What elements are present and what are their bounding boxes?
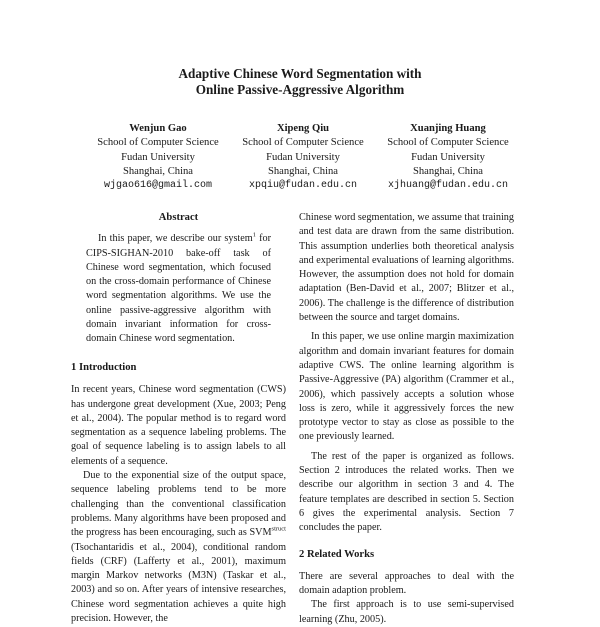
svm-superscript: struct xyxy=(271,525,286,533)
intro-p2-a: Due to the exponential size of the output space, sequence labeling problems tend to be more challenging than the conventional classification problems. Many algorithms have been proposed and the progress has been encouraging, such as SVM xyxy=(71,470,286,539)
right-paragraph-2: In this paper, we use online margin maximization algorithm and domain invariant features for domain adaptive CWS. The online learning algorithm is Passive-Aggressive (PA) algorithm (Crammer et al., 2006), which passively accepts a solution whose loss is zero, while it aggressively forces the new prototype vector to stay as close as possible to the one previously learned. xyxy=(299,331,514,443)
abstract-text-a: In this paper, we describe our system xyxy=(98,233,253,245)
right-paragraph-3: The rest of the paper is organized as follows. Section 2 introduces the related works. Then we describe our algorithm in section 3 and 4. The feature templates are described in section 5. Section 6 gives the experimental analysis. Section 7 concludes the paper. xyxy=(299,450,514,534)
intro-paragraph-1: In recent years, Chinese word segmentation (CWS) has undergone great development (Xue, 2003; Peng et al., 2004). The popular method is to regard word segmentation as a sequence labeling problems. The goal of sequence labeling is to assign labels to all elements of a sequence. xyxy=(71,384,286,467)
footnote-mark: 1 xyxy=(252,231,256,239)
related-works-heading: 2 Related Works xyxy=(299,548,375,560)
right-paragraph-1: Chinese word segmentation, we assume that training and test data are drawn from the same distribution. This assumption underlies both theoretical analysis and experimental evaluations of learning algorithms. However, the assumption does not hold for domain adaptation (Ben-David et al., 2007; Blitzer et al., 2006). The challenge is the difference of distribution between the source and target domains. xyxy=(299,212,515,324)
author-dept: School of Computer Science xyxy=(242,137,364,149)
author-email: wjgao616@gmail.com xyxy=(103,180,213,192)
author-email: xpqiu@fudan.edu.cn xyxy=(248,180,358,192)
title-line-1: Adaptive Chinese Word Segmentation with xyxy=(178,66,422,81)
intro-paragraph-2 xyxy=(71,469,286,626)
author-city: Shanghai, China xyxy=(412,165,484,177)
title-line-2: Online Passive-Aggressive Algorithm xyxy=(195,82,405,97)
intro-p2-b: (Tsochantaridis et al., 2004), conditional random fields (CRF) (Lafferty et al., 2001), maximum margin Markov networks (M3N) (Taskar et al., 2003) and so on. After years of intensive researches, Chinese word segmentation achieves a quite high precision. However, the xyxy=(71,541,286,625)
author-city: Shanghai, China xyxy=(267,165,339,177)
right-paragraph-4: There are several approaches to deal with the domain adaption problem. xyxy=(299,570,514,597)
author-univ: Fudan University xyxy=(411,151,485,163)
right-paragraph-5: The first approach is to use semi-supervised learning (Zhu, 2005). xyxy=(299,599,514,625)
abstract-section xyxy=(86,211,271,347)
author-univ: Fudan University xyxy=(121,151,195,163)
abstract-heading: Abstract xyxy=(158,212,199,223)
author-univ: Fudan University xyxy=(266,151,340,163)
author-dept: School of Computer Science xyxy=(97,137,219,149)
author-block-3 xyxy=(363,122,533,193)
right-column xyxy=(299,211,514,627)
author-dept: School of Computer Science xyxy=(387,137,509,149)
author-name: Xuanjing Huang xyxy=(410,123,486,134)
abstract-text-b: for CIPS-SIGHAN-2010 bake-off task of Chinese word segmentation, which focused on the cross-domain performance of Chinese word segmentation algorithms. We use the online passive-aggressive algorithm with domain invariant information for cross-domain Chinese word segmentation. xyxy=(86,233,271,345)
abstract-text xyxy=(86,232,271,346)
intro-heading: 1 Introduction xyxy=(71,362,137,373)
author-email: xjhuang@fudan.edu.cn xyxy=(387,180,509,192)
author-city: Shanghai, China xyxy=(122,165,194,177)
paper-title xyxy=(0,66,600,98)
author-name: Xipeng Qiu xyxy=(276,123,330,134)
introduction-section xyxy=(71,361,286,626)
author-name: Wenjun Gao xyxy=(129,123,187,134)
